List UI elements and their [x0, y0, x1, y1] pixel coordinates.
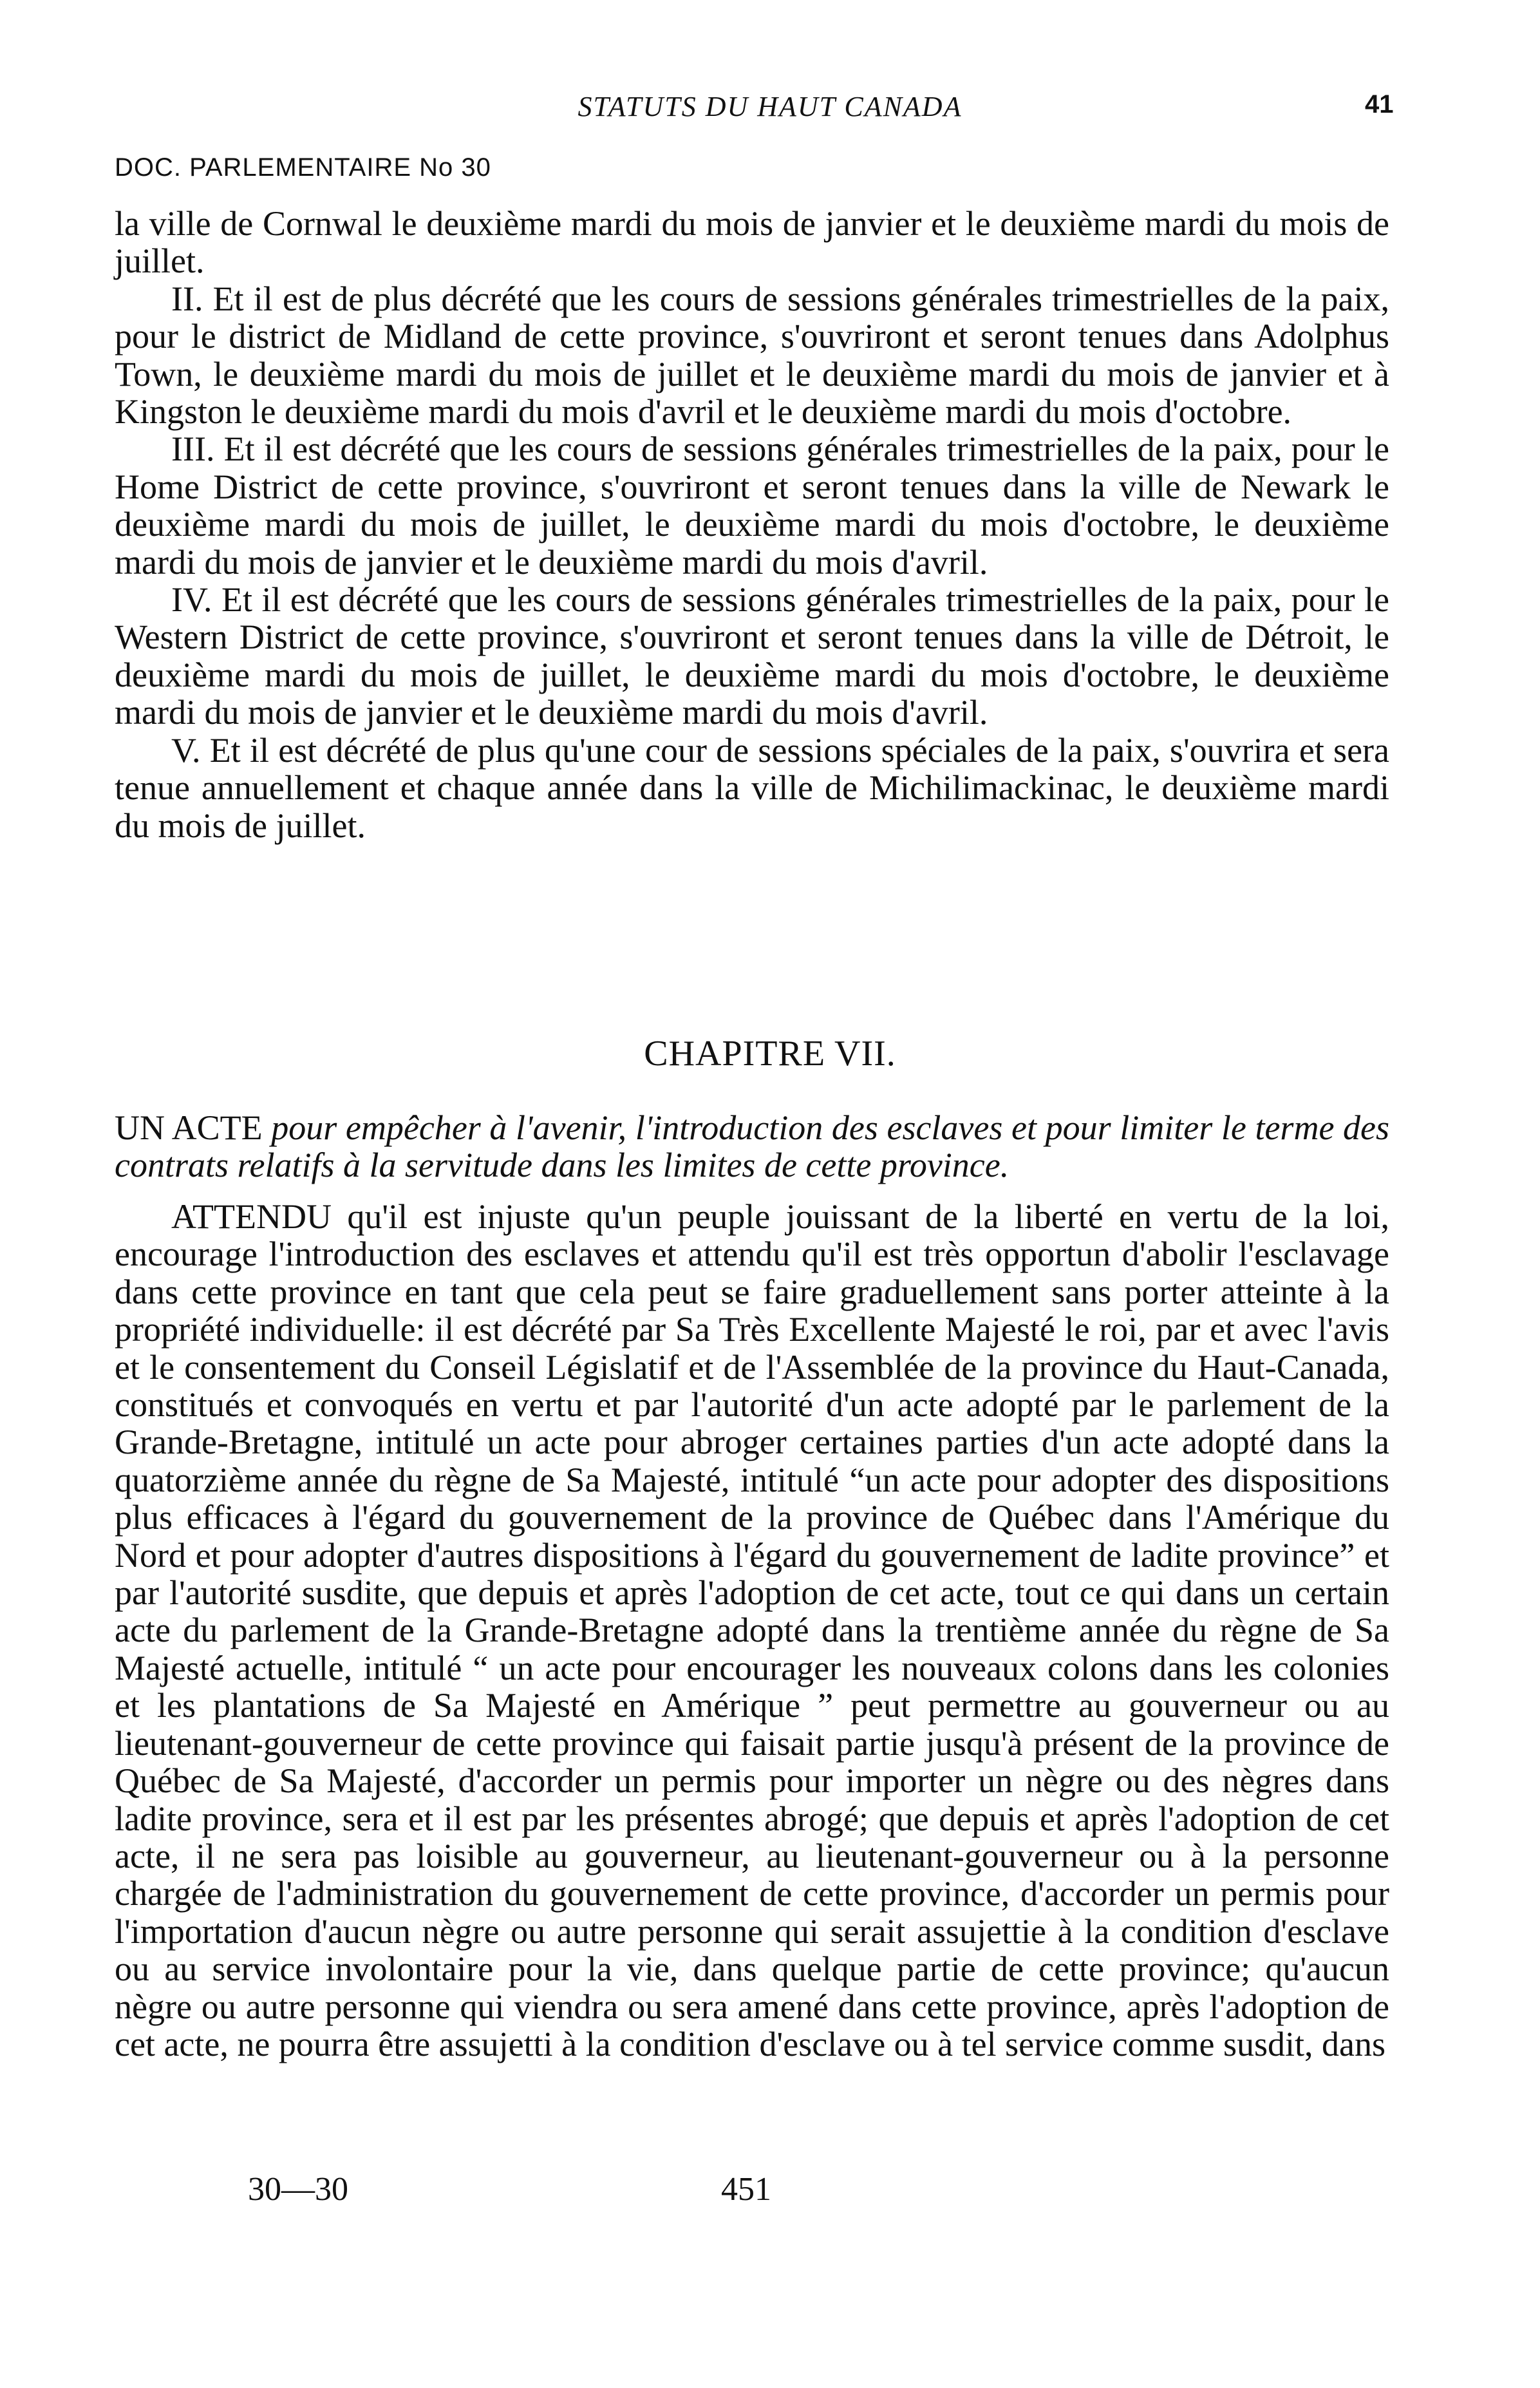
paragraph-section-v: V. Et il est décrété de plus qu'une cour de sessions spéciales de la paix, s'ouvrira et sera tenue annuellement et chaque année dans la ville de Michilimackinac, le deuxième mardi du mois de juillet.	[115, 730, 1389, 845]
paragraph-continuation: la ville de Cornwal le deuxième mardi du mois de janvier et le deuxième mardi du mois de juillet.	[115, 204, 1389, 281]
act-title-italic: pour empêcher à l'avenir, l'introduction des esclaves et pour limiter le terme des contrats relatifs à la servitude dans les limites de cette province.	[115, 1108, 1390, 1184]
act-title-lead: UN ACTE	[115, 1108, 263, 1147]
chapter-heading: CHAPITRE VII.	[644, 1034, 896, 1074]
page-number: 41	[1365, 90, 1394, 118]
section-b	[115, 1198, 1389, 2063]
paragraph-attendu: ATTENDU qu'il est injuste qu'un peuple jouissant de la liberté en vertu de la loi, encourage l'introduction des esclaves et attendu qu'il est très opportun d'abolir l'esclavage dans cette province en tant que cela peut se faire graduellement sans porter atteinte à la propriété individuelle: il est décrété par Sa Très Excellente Majesté le roi, par et avec l'avis et le consentement du Conseil Législatif et de l'Assemblée de la province du Haut-Canada, constitués et convoqués en vertu et par l'autorité d'un acte adopté par le parlement de la Grande-Bretagne, intitulé un acte pour abroger certaines parties d'un acte adopté dans la quatorzième année du règne de Sa Majesté, intitulé “un acte pour adopter des dispositions plus efficaces à l'égard du gouvernement de la province de Québec dans l'Amérique du Nord et pour adopter d'autres dispositions à l'égard du gouvernement de ladite province” et par l'autorité susdite, que depuis et après l'adoption de cet acte, tout ce qui dans un certain acte du parlement de la Grande-Bretagne adopté dans la trentième année du règne de Sa Majesté actuelle, intitulé “ un acte pour encourager les nouveaux colons dans les colonies et les plantations de Sa Majesté en Amérique ” peut permettre au gouverneur ou au lieutenant-gouverneur de cette province qui faisait partie jusqu'à présent de la province de Québec de Sa Majesté, d'accorder un permis pour importer un nègre ou des nègres dans ladite province, sera et il est par les présentes abrogé; que depuis et après l'adoption de cet acte, il ne sera pas loisible au gouverneur, au lieutenant-gouverneur ou à la personne chargée de l'administration du gouvernement de cette province, d'accorder un permis pour l'importation d'aucun nègre ou autre personne qui serait assujettie à la condition d'esclave ou au service involontaire pour la vie, dans quelque partie de cette province; qu'aucun nègre ou autre personne qui viendra ou sera amené dans cette province, après l'adoption de cet acte, ne pourra être assujetti à la condition d'esclave ou à tel service comme susdit, dans	[115, 1197, 1389, 2063]
paragraph-section-iii: III. Et il est décrété que les cours de sessions générales trimestrielles de la paix, pour le Home District de cette province, s'ouvriront et seront tenues dans la ville de Newark le deuxième mardi du mois de juillet, le deuxième mardi du mois d'octobre, le deuxième mardi du mois de janvier et le deuxième mardi du mois d'avril.	[115, 430, 1389, 582]
folio-number: 451	[721, 2171, 771, 2208]
signature-mark: 30—30	[248, 2171, 348, 2208]
section-a	[115, 205, 1389, 844]
paragraph-section-iv: IV. Et il est décrété que les cours de sessions générales trimestrielles de la paix, pour le Western District de cette province, s'ouvriront et seront tenues dans la ville de Détroit, le deuxième mardi du mois de juillet, le deuxième mardi du mois d'octobre, le deuxième mardi du mois de janvier et le deuxième mardi du mois d'avril.	[115, 580, 1389, 732]
paragraph-section-ii: II. Et il est de plus décrété que les cours de sessions générales trimestrielles de la paix, pour le district de Midland de cette province, s'ouvriront et seront tenues dans Adolphus Town, le deuxième mardi du mois de juillet et le deuxième mardi du mois de janvier et à Kingston le deuxième mardi du mois d'avril et le deuxième mardi du mois d'octobre.	[115, 279, 1389, 431]
act-title	[115, 1109, 1389, 1184]
document-reference: DOC. PARLEMENTAIRE No 30	[115, 153, 491, 182]
running-title: STATUTS DU HAUT CANADA	[578, 91, 962, 122]
